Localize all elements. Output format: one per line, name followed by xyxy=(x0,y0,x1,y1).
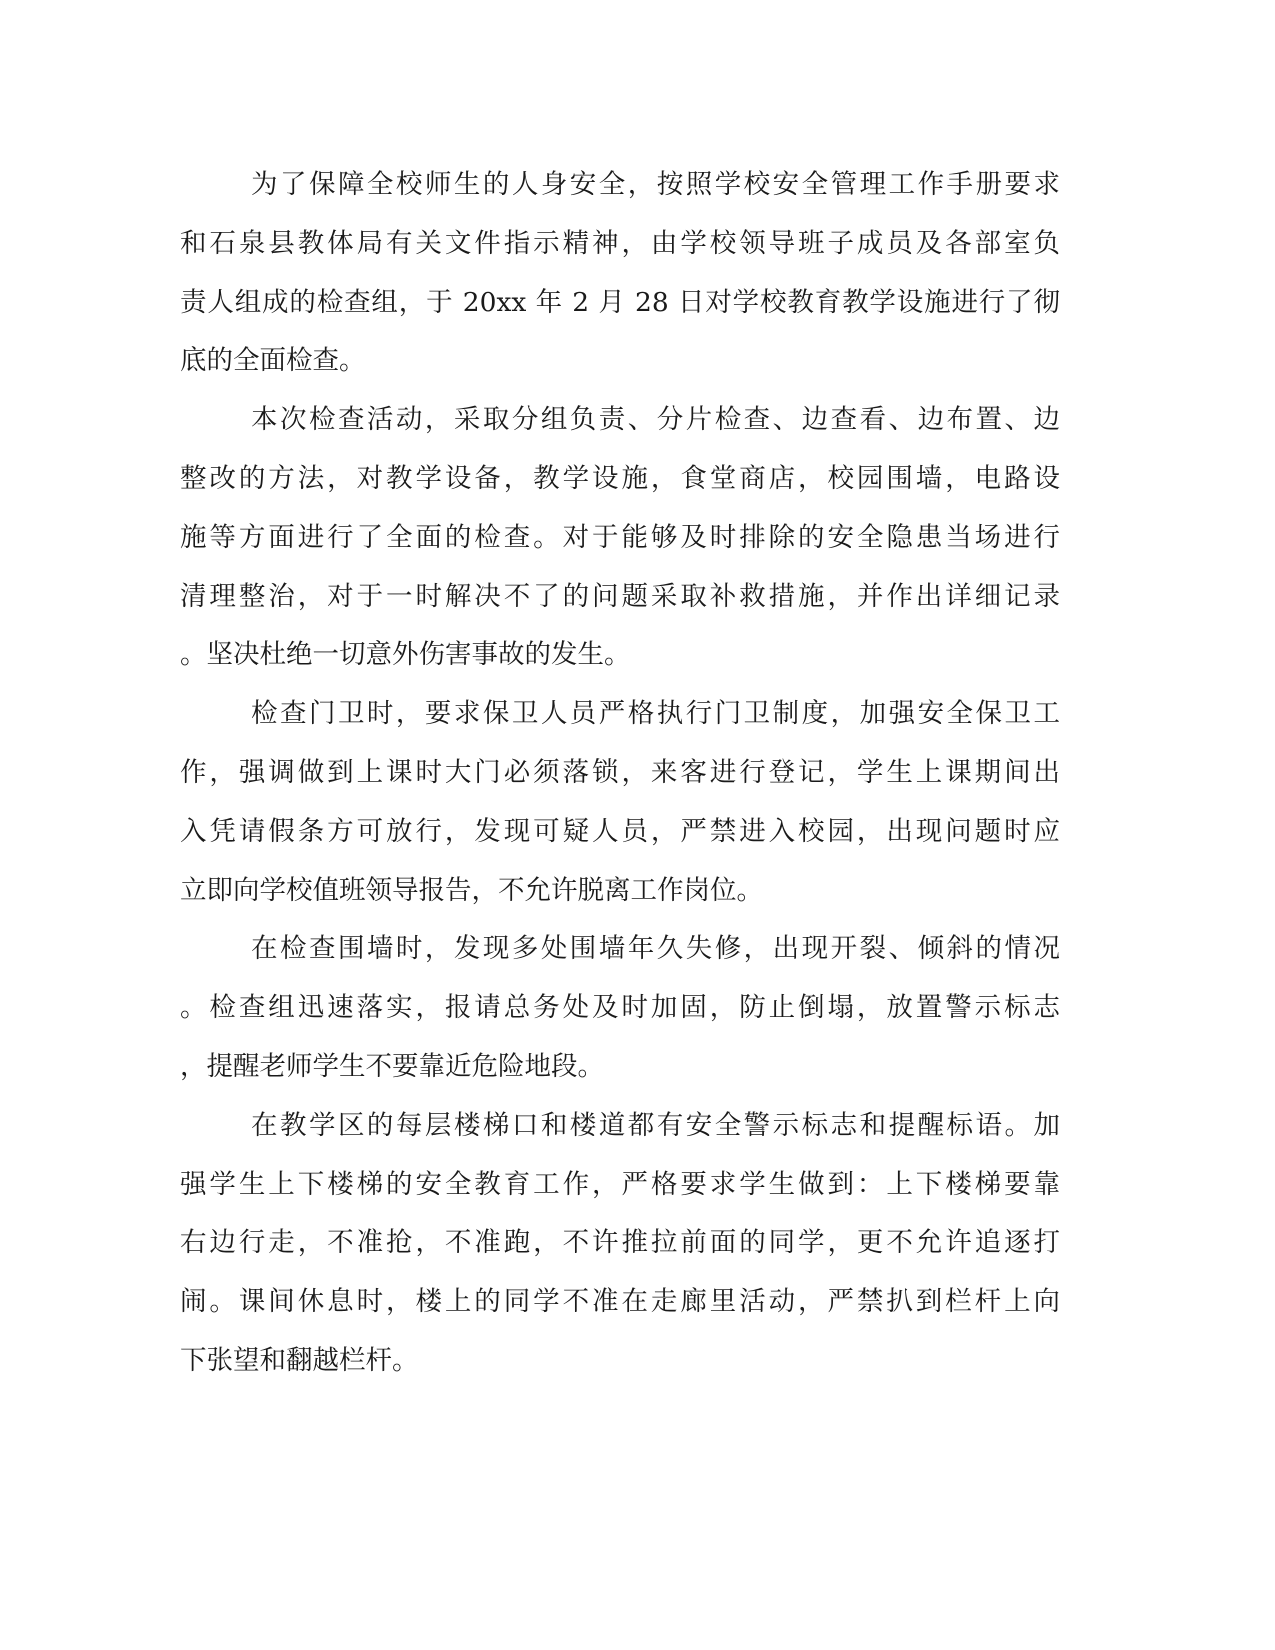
paragraph-line: 整改的方法，对教学设备，教学设施，食堂商店，校园围墙，电路设 xyxy=(180,462,1060,494)
paragraph-line: 。检查组迅速落实，报请总务处及时加固，防止倒塌，放置警示标志 xyxy=(180,992,1060,1024)
paragraph-line: 本次检查活动，采取分组负责、分片检查、边查看、边布置、边 xyxy=(251,404,1060,436)
paragraph-line: 立即向学校值班领导报告，不允许脱离工作岗位。 xyxy=(180,874,763,906)
paragraph-line: 为了保障全校师生的人身安全，按照学校安全管理工作手册要求 xyxy=(251,169,1060,200)
paragraph-line: 下张望和翻越栏杆。 xyxy=(180,1344,419,1376)
paragraph-line: 。坚决杜绝一切意外伤害事故的发生。 xyxy=(180,639,631,671)
paragraph-line: 入凭请假条方可放行，发现可疑人员，严禁进入校园，出现问题时应 xyxy=(180,815,1060,847)
paragraph-line: 施等方面进行了全面的检查。对于能够及时排除的安全隐患当场进行 xyxy=(180,521,1060,553)
paragraph-2 xyxy=(180,391,1060,685)
paragraph-line: ，提醒老师学生不要靠近危险地段。 xyxy=(180,1050,604,1082)
paragraph-line: 和石泉县教体局有关文件指示精神，由学校领导班子成员及各部室负 xyxy=(180,227,1060,259)
paragraph-line: 责人组成的检查组，于 20xx 年 2 月 28 日对学校教育教学设施进行了彻 xyxy=(180,286,1060,318)
paragraph-line: 右边行走，不准抢，不准跑，不许推拉前面的同学，更不允许追逐打 xyxy=(180,1227,1060,1259)
paragraph-4 xyxy=(180,920,1060,1096)
paragraph-line: 在检查围墙时，发现多处围墙年久失修，出现开裂、倾斜的情况 xyxy=(251,933,1060,965)
paragraph-line: 作，强调做到上课时大门必须落锁，来客进行登记，学生上课期间出 xyxy=(180,756,1060,788)
paragraph-5 xyxy=(180,1097,1060,1391)
paragraph-line: 检查门卫时，要求保卫人员严格执行门卫制度，加强安全保卫工 xyxy=(251,698,1060,730)
paragraph-3 xyxy=(180,685,1060,920)
paragraph-line: 在教学区的每层楼梯口和楼道都有安全警示标志和提醒标语。加 xyxy=(251,1109,1060,1141)
paragraph-line: 清理整治，对于一时解决不了的问题采取补救措施，并作出详细记录 xyxy=(180,580,1060,612)
paragraph-line: 闹。课间休息时，楼上的同学不准在走廊里活动，严禁扒到栏杆上向 xyxy=(180,1286,1060,1318)
paragraph-1 xyxy=(180,156,1060,391)
paragraph-line: 底的全面检查。 xyxy=(180,345,366,377)
document-body xyxy=(180,156,1060,1391)
paragraph-line: 强学生上下楼梯的安全教育工作，严格要求学生做到：上下楼梯要靠 xyxy=(180,1168,1060,1200)
